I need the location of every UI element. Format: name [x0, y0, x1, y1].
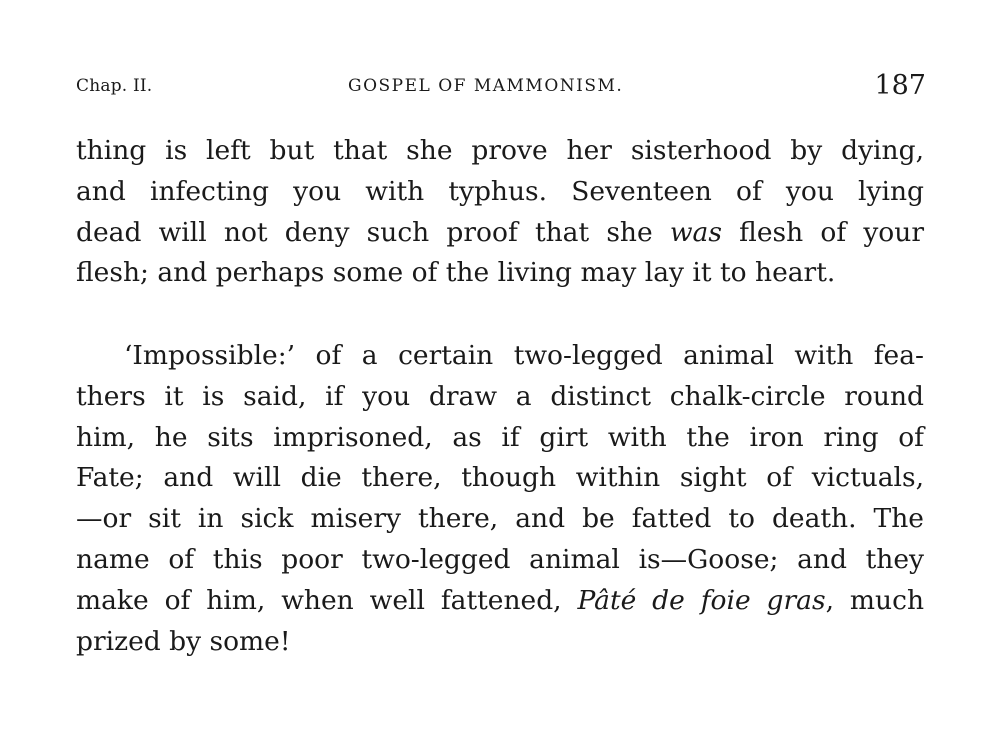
chapter-label: Chap. II.	[76, 76, 153, 96]
text-segment: , much	[825, 584, 925, 616]
text-line: thers it is said, if you draw a distinct chalk-circle round	[76, 380, 924, 412]
text-line: prized by some!	[76, 625, 291, 657]
text-line: and infecting you with typhus. Seventeen of you lying	[76, 175, 924, 207]
text-line: thing is left but that she prove her sisterhood by dying,	[76, 135, 924, 166]
paragraph-1	[76, 131, 924, 294]
text-segment: flesh of your	[721, 216, 925, 248]
italic-phrase: Pâté de foie gras	[577, 584, 826, 616]
text-line	[76, 581, 924, 622]
text-line: flesh; and perhaps some of the living may lay it to heart.	[76, 257, 836, 289]
running-title: GOSPEL OF MAMMONISM.	[348, 76, 624, 96]
paragraph-2	[76, 336, 924, 662]
text-line: —or sit in sick misery there, and be fatted to death. The	[76, 503, 924, 535]
text-line: him, he sits imprisoned, as if girt with the iron ring of	[76, 421, 924, 453]
italic-emphasis: was	[669, 216, 722, 248]
text-line: ‘Impossible:’ of a certain two-legged animal with fea-	[124, 340, 924, 371]
text-segment: make of him, when well fattened,	[76, 584, 578, 616]
text-line: name of this poor two-legged animal is—Goose; and they	[76, 543, 924, 575]
page-number: 187	[874, 70, 926, 101]
text-segment: dead will not deny such proof that she	[76, 216, 670, 248]
text-line	[76, 213, 924, 254]
running-head	[76, 72, 926, 102]
text-line: Fate; and will die there, though within sight of victuals,	[76, 462, 924, 494]
